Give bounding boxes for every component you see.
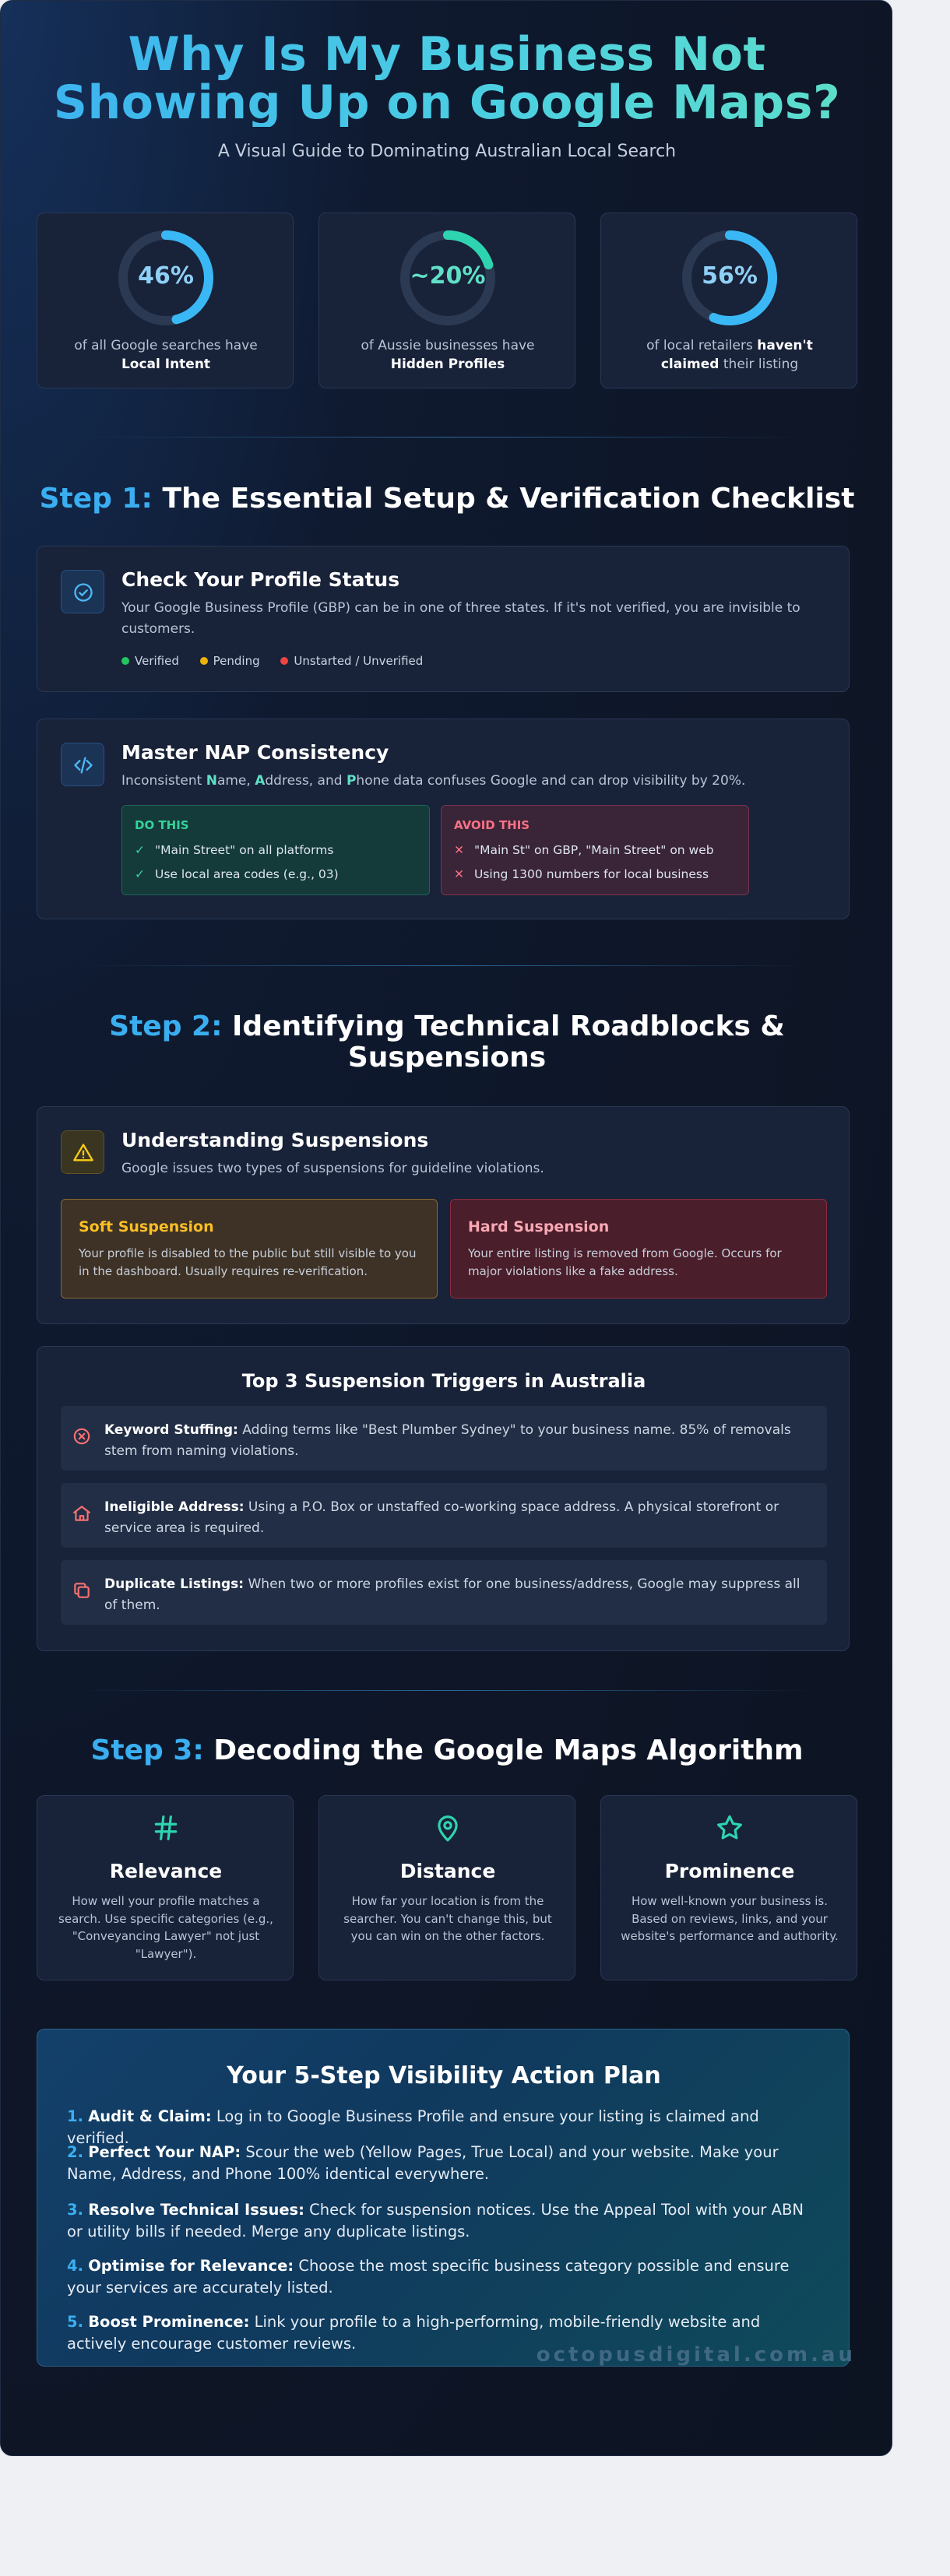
brand-watermark: octopusdigital.com.au — [536, 2343, 856, 2367]
factor-card-relevance — [37, 1795, 294, 1980]
card-text: Your Google Business Profile (GBP) can be in one of three states. If it's not verified, you are invisible to customers. — [121, 600, 800, 637]
factor-title: Distance — [399, 1860, 496, 1882]
card-heading: Understanding Suspensions — [121, 1129, 429, 1151]
section-divider — [79, 1690, 815, 1691]
copy-icon — [72, 1580, 92, 1601]
page-title — [1, 27, 892, 130]
factor-text: How far your location is from the searcher. You can't change this, but you can win on the other factors. — [343, 1894, 552, 1943]
section-divider — [79, 965, 815, 966]
avoid-this-box — [441, 805, 749, 895]
check-circle-icon — [61, 570, 104, 613]
plan-item: 4. Optimise for Relevance: Choose the most specific business category possible and ensure your services are accurately listed. — [67, 2257, 790, 2297]
code-icon — [61, 743, 104, 786]
triggers-title: Top 3 Suspension Triggers in Australia — [241, 1370, 646, 1392]
home-icon — [72, 1503, 92, 1523]
avoid-item: ✕ "Main St" on GBP, "Main Street" on web — [454, 843, 714, 857]
x-circle-icon — [72, 1426, 92, 1446]
do-item: ✓ Use local area codes (e.g., 03) — [135, 867, 339, 881]
trigger-item: Duplicate Listings: When two or more profiles exist for one business/address, Google may suppress all of them. — [61, 1560, 827, 1625]
action-plan-title: Your 5-Step Visibility Action Plan — [227, 2062, 661, 2089]
do-this-title: DO THIS — [135, 818, 189, 832]
hard-suspension-box — [450, 1199, 827, 1299]
avoid-item: ✕ Using 1300 numbers for local business — [454, 867, 709, 881]
title-line-1: Why Is My Business Not — [128, 27, 766, 82]
suspensions-card — [37, 1106, 850, 1324]
factor-text: How well-known your business is. Based on reviews, links, and your website's performance and authority. — [621, 1894, 839, 1943]
hard-suspension-title: Hard Suspension — [468, 1218, 610, 1235]
factor-card-distance — [318, 1795, 575, 1980]
stat-caption: of all Google searches have Local Intent — [74, 338, 258, 372]
factor-card-prominence — [600, 1795, 857, 1980]
soft-suspension-text: Your profile is disabled to the public but still visible to you in the dashboard. Usually requires re-verification. — [79, 1246, 417, 1278]
factor-text: How well your profile matches a search. Use specific categories (e.g., "Conveyancing Lawyer" not just "Lawyer"). — [58, 1894, 273, 1961]
plan-item: 3. Resolve Technical Issues: Check for suspension notices. Use the Appeal Tool with your ABN or utility bills if needed. Merge any duplicate listings. — [67, 2201, 804, 2240]
step1-title: Step 1: The Essential Setup & Verification Checklist — [39, 483, 855, 515]
card-heading: Master NAP Consistency — [121, 741, 389, 764]
legend-unverified: Unstarted / Unverified — [280, 654, 423, 668]
stat-caption: of Aussie businesses have Hidden Profiles — [361, 338, 535, 372]
stat-card-hidden-profiles — [318, 213, 575, 388]
stat-card-local-intent — [37, 213, 294, 388]
avoid-this-title: AVOID THIS — [454, 818, 530, 832]
status-legend — [121, 654, 440, 668]
hash-icon — [151, 1813, 181, 1843]
action-plan-card — [37, 2029, 850, 2367]
plan-item: 2. Perfect Your NAP: Scour the web (Yellow Pages, True Local) and your website. Make your Name, Address, and Phone 100% identical everywhere. — [67, 2143, 779, 2183]
trigger-item: Keyword Stuffing: Adding terms like "Best Plumber Sydney" to your business name. 85% of removals stem from naming violations. — [61, 1406, 827, 1471]
stat-value: 56% — [702, 262, 758, 290]
step2-title: Step 2: Identifying Technical Roadblocks & Suspensions — [109, 1010, 785, 1074]
card-heading: Check Your Profile Status — [121, 568, 400, 591]
soft-suspension-box — [61, 1199, 438, 1299]
legend-verified: Verified — [121, 654, 179, 668]
triggers-card — [37, 1346, 850, 1651]
section-divider — [79, 437, 815, 438]
star-icon — [715, 1813, 744, 1843]
hard-suspension-text: Your entire listing is removed from Google. Occurs for major violations like a fake address. — [468, 1246, 782, 1278]
card-text: Inconsistent Name, Address, and Phone data confuses Google and can drop visibility by 20%. — [121, 773, 746, 789]
warning-icon — [61, 1130, 104, 1174]
profile-status-card — [37, 546, 850, 692]
stat-card-unclaimed — [600, 213, 857, 388]
factor-title: Prominence — [664, 1860, 795, 1882]
stat-value: 46% — [138, 262, 194, 290]
plan-item: 5. Boost Prominence: Link your profile to a high-performing, mobile-friendly website and actively encourage customer reviews. — [67, 2313, 761, 2353]
step3-title: Step 3: Decoding the Google Maps Algorithm — [90, 1734, 804, 1766]
plan-item: 1. Audit & Claim: Log in to Google Business Profile and ensure your listing is claimed and verified. — [67, 2107, 759, 2147]
soft-suspension-title: Soft Suspension — [79, 1218, 214, 1235]
do-item: ✓ "Main Street" on all platforms — [135, 843, 334, 857]
factor-title: Relevance — [109, 1860, 223, 1882]
legend-pending: Pending — [200, 654, 260, 668]
page-subtitle: A Visual Guide to Dominating Australian Local Search — [217, 142, 677, 161]
card-text: Google issues two types of suspensions for guideline violations. — [121, 1161, 544, 1176]
stat-value: ~20% — [410, 262, 486, 290]
stat-caption: of local retailers haven't claimed their listing — [646, 338, 813, 372]
title-line-2: Showing Up on Google Maps? — [53, 76, 841, 130]
do-this-box — [121, 805, 430, 895]
trigger-item: Ineligible Address: Using a P.O. Box or unstaffed co-working space address. A physical storefront or service area is required. — [61, 1483, 827, 1548]
map-pin-icon — [433, 1813, 463, 1843]
nap-consistency-card — [37, 719, 850, 919]
